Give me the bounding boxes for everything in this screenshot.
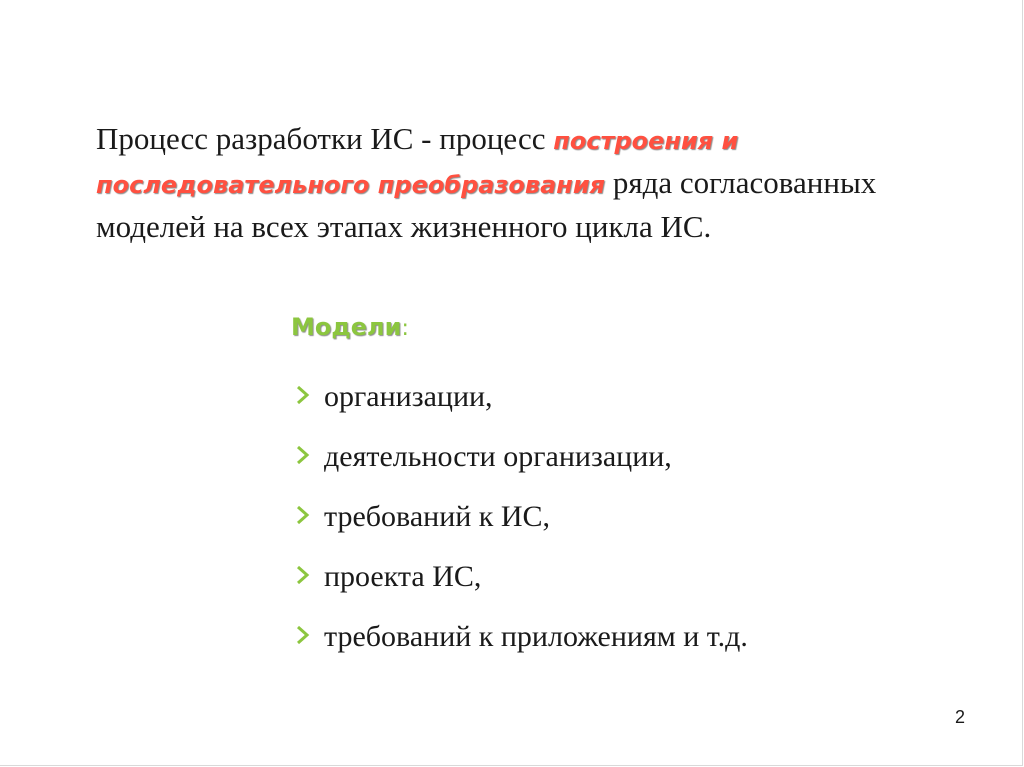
list-item [296,427,748,487]
chevron-right-icon [296,625,310,645]
chevron-right-icon [296,385,310,405]
intro-text-end: ряда согласованных моделей на всех этапах жизненного цикла ИС. [96,165,877,244]
list-item-label: деятельности организации, [324,440,672,473]
intro-highlight: построения и последовательного преобразования [96,127,739,199]
list-item-label: требований к приложениям и т.д. [324,620,748,653]
models-heading [291,308,409,348]
list-item [296,607,748,667]
page-number: 2 [955,707,966,727]
chevron-right-icon [296,565,310,585]
intro-text-start: Процесс разработки ИС - процесс [96,121,554,156]
list-item [296,487,748,547]
list-item-label: проекта ИС, [324,560,482,593]
models-list [296,367,748,667]
list-item [296,367,748,427]
models-heading-label: Модели [291,313,402,341]
chevron-right-icon [296,505,310,525]
list-item [296,547,748,607]
chevron-right-icon [296,445,310,465]
intro-paragraph [96,118,886,248]
models-heading-colon: : [401,316,409,341]
list-item-label: организации, [324,380,493,413]
list-item-label: требований к ИС, [324,500,551,533]
